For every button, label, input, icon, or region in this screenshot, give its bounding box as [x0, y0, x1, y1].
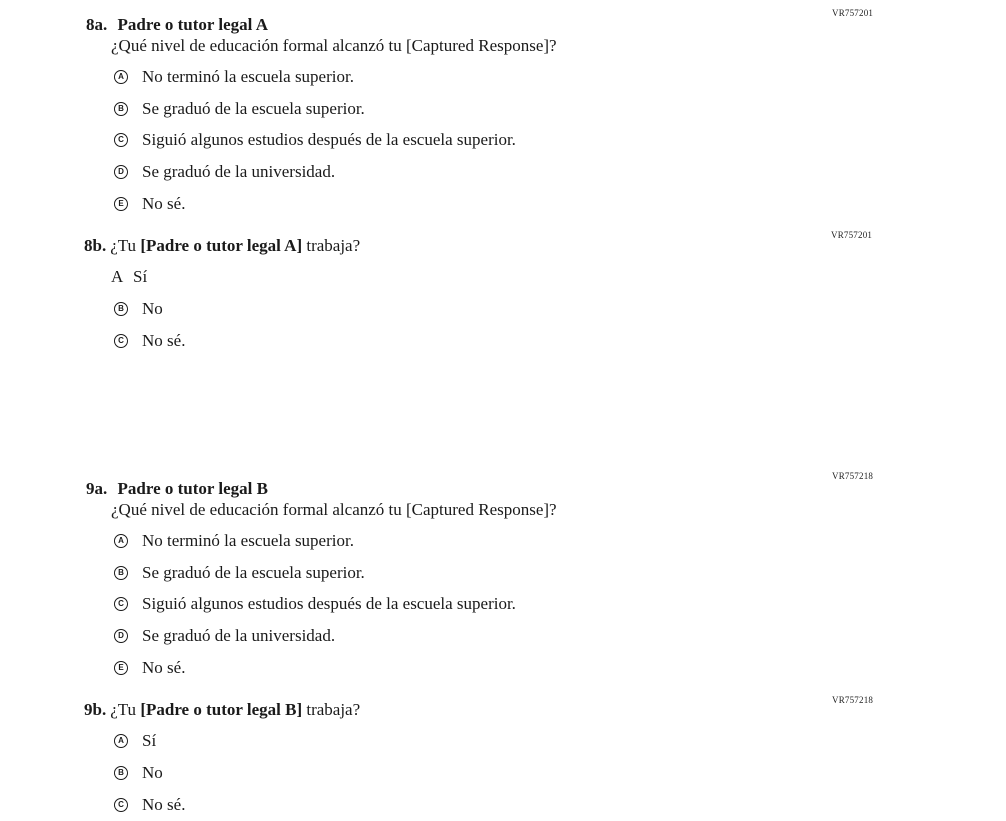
bubble-c-icon[interactable]: C: [114, 798, 128, 812]
answer-option[interactable]: [114, 66, 354, 88]
bubble-b-icon[interactable]: B: [114, 766, 128, 780]
answer-option[interactable]: [114, 129, 516, 151]
answer-option[interactable]: [114, 762, 163, 784]
item-code: VR757201: [832, 8, 874, 18]
option-label: No: [142, 299, 163, 318]
question-suffix: trabaja?: [302, 700, 361, 719]
question-heading: [84, 700, 360, 720]
answer-option[interactable]: [114, 593, 516, 615]
question-number: 9a.: [86, 479, 108, 498]
question-suffix: trabaja?: [302, 236, 361, 255]
question-number: 9b.: [84, 700, 107, 719]
bubble-b-icon[interactable]: B: [114, 302, 128, 316]
option-label: No sé.: [142, 795, 186, 814]
question-text: ¿Qué nivel de educación formal alcanzó tu [Captured Response]?: [111, 36, 557, 55]
question-bold: [Padre o tutor legal B]: [140, 700, 303, 719]
question-heading: [84, 236, 360, 256]
bubble-d-icon[interactable]: D: [114, 629, 128, 643]
answer-option[interactable]: [114, 330, 185, 352]
option-label: Se graduó de la escuela superior.: [142, 563, 365, 582]
bubble-a-icon[interactable]: A: [114, 534, 128, 548]
answer-option[interactable]: [114, 730, 156, 752]
item-code: VR757201: [831, 230, 873, 240]
bubble-a-icon[interactable]: A: [114, 734, 128, 748]
question-text: ¿Qué nivel de educación formal alcanzó tu [Captured Response]?: [111, 500, 557, 519]
answer-option[interactable]: [114, 98, 365, 120]
option-label: Siguió algunos estudios después de la escuela superior.: [142, 594, 516, 613]
question-number: 8a.: [86, 15, 108, 34]
option-label: Se graduó de la universidad.: [142, 626, 336, 645]
item-code: VR757218: [832, 471, 874, 481]
answer-option[interactable]: [114, 562, 365, 584]
question-heading: [86, 15, 268, 35]
option-label: Siguió algunos estudios después de la escuela superior.: [142, 130, 516, 149]
question-number: 8b.: [84, 236, 107, 255]
answer-option[interactable]: [114, 161, 335, 183]
bubble-c-icon[interactable]: C: [114, 133, 128, 147]
item-code: VR757218: [832, 695, 874, 705]
bubble-b-icon[interactable]: B: [114, 566, 128, 580]
bubble-e-icon[interactable]: E: [114, 661, 128, 675]
answer-option[interactable]: [114, 625, 335, 647]
question-bold: [Padre o tutor legal A]: [140, 236, 303, 255]
question-title: Padre o tutor legal A: [117, 15, 268, 34]
answer-option[interactable]: [111, 266, 147, 288]
option-label: No sé.: [142, 658, 186, 677]
question-prefix: ¿Tu: [110, 700, 141, 719]
option-letter[interactable]: A: [111, 267, 124, 286]
option-label: Sí: [142, 731, 157, 750]
option-label: No sé.: [142, 194, 186, 213]
answer-option[interactable]: [114, 794, 185, 816]
bubble-b-icon[interactable]: B: [114, 102, 128, 116]
bubble-c-icon[interactable]: C: [114, 334, 128, 348]
bubble-d-icon[interactable]: D: [114, 165, 128, 179]
answer-option[interactable]: [114, 530, 354, 552]
bubble-a-icon[interactable]: A: [114, 70, 128, 84]
option-label: Sí: [133, 267, 148, 286]
option-label: No terminó la escuela superior.: [142, 531, 354, 550]
question-heading: [86, 479, 268, 499]
option-label: Se graduó de la escuela superior.: [142, 99, 365, 118]
option-label: Se graduó de la universidad.: [142, 162, 336, 181]
option-label: No sé.: [142, 331, 186, 350]
option-label: No terminó la escuela superior.: [142, 67, 354, 86]
answer-option[interactable]: [114, 298, 163, 320]
answer-option[interactable]: [114, 657, 185, 679]
option-label: No: [142, 763, 163, 782]
bubble-c-icon[interactable]: C: [114, 597, 128, 611]
question-prefix: ¿Tu: [110, 236, 141, 255]
bubble-e-icon[interactable]: E: [114, 197, 128, 211]
question-title: Padre o tutor legal B: [117, 479, 268, 498]
answer-option[interactable]: [114, 193, 185, 215]
